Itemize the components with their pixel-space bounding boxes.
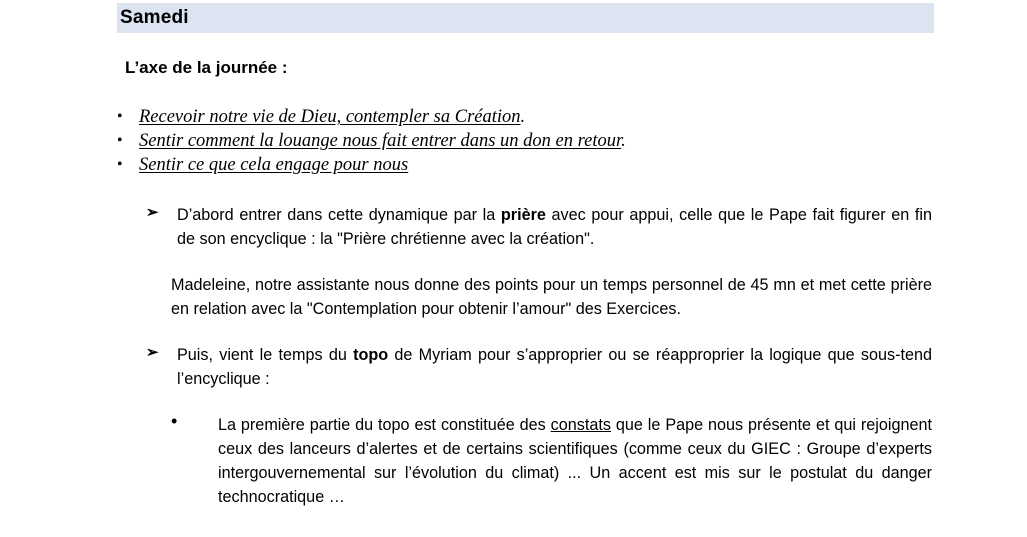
bullet-icon: • — [117, 156, 123, 173]
underlined-word-constats: constats — [550, 416, 611, 434]
paragraph-text: de Myriam pour s’approprier ou se réapproprier la logique que sous-tend l’encyclique : — [177, 346, 932, 388]
list-item — [117, 131, 626, 155]
bullet-text: Sentir ce que cela engage pour nous — [139, 155, 409, 175]
bold-word-priere: prière — [500, 206, 546, 224]
list-item — [117, 155, 626, 179]
axis-title: L’axe de la journée : — [125, 58, 288, 77]
bullet-text: Recevoir notre vie de Dieu, contempler sa Création — [139, 107, 521, 127]
bullet-tail: . — [520, 107, 526, 127]
theme-bullet-list — [117, 107, 626, 179]
bold-word-topo: topo — [353, 346, 389, 364]
bullet-text: Sentir comment la louange nous fait entrer dans un don en retour — [139, 131, 622, 151]
paragraph-text: Puis, vient le temps du — [177, 346, 354, 364]
dot-bullet-icon: • — [171, 411, 178, 431]
paragraph-topo — [177, 343, 932, 391]
paragraph-constats — [218, 413, 932, 509]
bullet-icon: • — [117, 108, 123, 125]
paragraph-priere — [177, 203, 932, 251]
paragraph-text: avec pour appui, celle que le Pape fait figurer en fin de son encyclique : la "Prière chrétienne avec la création". — [177, 206, 932, 248]
arrow-bullet-icon: ➢ — [146, 344, 159, 361]
arrow-bullet-icon: ➢ — [146, 204, 159, 221]
paragraph-madeleine: Madeleine, notre assistante nous donne des points pour un temps personnel de 45 mn et met cette prière en relation avec la "Contemplation pour obtenir l’amour" des Exercices. — [171, 276, 932, 318]
paragraph-text: La première partie du topo est constituée des — [218, 416, 551, 434]
list-item — [117, 107, 626, 131]
day-heading-band — [117, 3, 934, 33]
day-heading: Samedi — [120, 7, 189, 28]
bullet-icon: • — [117, 132, 123, 149]
bullet-tail: . — [621, 131, 626, 151]
paragraph-text: que le Pape nous présente et qui rejoignent ceux des lanceurs d’alertes et de certains scientifiques (comme ceux du GIEC : Groupe d’experts intergouvernemental sur l’évolution du climat) ... Un accent est mis sur le postulat du danger technocratique … — [218, 416, 932, 506]
paragraph-text: D’abord entrer dans cette dynamique par la — [177, 206, 501, 224]
